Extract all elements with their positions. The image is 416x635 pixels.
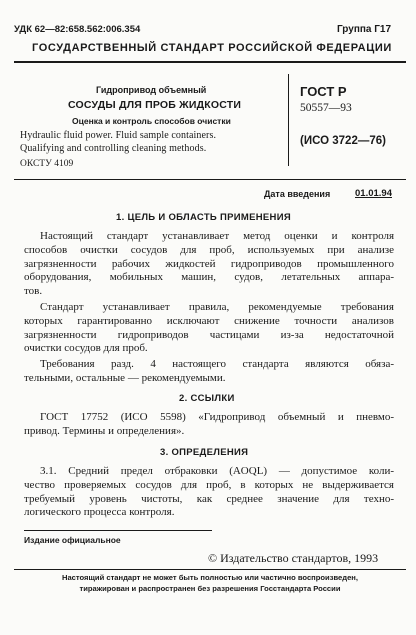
text-line: привод. Термины и определения». [24, 424, 185, 437]
intro-date-value: 01.01.94 [355, 188, 392, 199]
text-line: загрязненности гидроприводов частицами из-за недостаточной [24, 328, 394, 341]
text-line: Стандарт устанавливает правила, рекомендуемые требования [40, 301, 394, 313]
english-title-line1: Hydraulic fluid power. Fluid sample containers. [20, 130, 217, 141]
iso-reference: (ИСО 3722—76) [300, 135, 386, 147]
okstu-code: ОКСТУ 4109 [20, 159, 74, 169]
reproduction-notice-line2: тиражирован и распространен без разрешения Госстандарта России [79, 584, 341, 593]
section-1-paragraph-3 [24, 358, 394, 386]
english-title-line2: Qualifying and controlling cleaning methods. [20, 143, 207, 154]
section-3-paragraph [24, 465, 394, 520]
section-2-paragraph [24, 411, 394, 439]
section-1-heading: 1. ЦЕЛЬ И ОБЛАСТЬ ПРИМЕНЕНИЯ [116, 212, 291, 223]
notice-rule [14, 569, 406, 570]
footer-rule [24, 530, 212, 531]
text-line: загрязненности рабочих жидкостей гидроприводов промышленного [24, 257, 394, 270]
standard-title: ГОСУДАРСТВЕННЫЙ СТАНДАРТ РОССИЙСКОЙ ФЕДЕРАЦИИ [32, 42, 392, 54]
title-block-rule [14, 179, 406, 180]
section-1-paragraph-1 [24, 230, 394, 299]
text-line: очистки сосудов для проб. [24, 342, 148, 355]
text-line: ГОСТ 17752 (ИСО 5598) «Гидропривод объемный и пневмо- [40, 411, 394, 423]
text-line: 3.1. Средний предел отбраковки (AOQL) — допустимое коли- [40, 465, 394, 477]
pre-title: Гидропривод объемный [96, 85, 207, 95]
subtitle: Оценка и контроль способов очистки [72, 116, 231, 126]
text-line: способов очистки сосудов для проб, используемых при анализе [24, 243, 394, 256]
gost-number: 50557—93 [300, 102, 352, 114]
header-rule [14, 61, 406, 63]
section-2-heading: 2. ССЫЛКИ [179, 393, 235, 404]
text-line: тельными, остальные — рекомендуемыми. [24, 371, 226, 384]
group-code: Группа Г17 [337, 24, 392, 35]
official-edition: Издание официальное [24, 535, 121, 545]
reproduction-notice-line1: Настоящий стандарт не может быть полностью или частично воспроизведен, [61, 573, 359, 582]
text-line: которых гарантированно исключают снижение точности анализов [24, 314, 394, 327]
text-line: Требования разд. 4 настоящего стандарта являются обяза- [40, 358, 394, 370]
main-title: СОСУДЫ ДЛЯ ПРОБ ЖИДКОСТИ [68, 99, 242, 111]
copyright: © Издательство стандартов, 1993 [208, 551, 379, 565]
text-line: тов. [24, 285, 43, 298]
section-1-paragraph-2 [24, 301, 394, 356]
text-line: Настоящий стандарт устанавливает метод оценки и контроля [40, 230, 394, 242]
text-line: чество проверяемых сосудов для проб, в которых не выдерживается [24, 478, 394, 491]
text-line: логического процесса контроля. [24, 506, 175, 519]
intro-date-label: Дата введения [264, 189, 331, 199]
section-3-heading: 3. ОПРЕДЕЛЕНИЯ [160, 447, 249, 458]
text-line: оборудования, мобильных машин, судов, летательных аппара- [24, 271, 394, 284]
text-line: требуемый уровень чистоты, как среднее значение для техно- [24, 492, 394, 505]
title-divider [288, 74, 289, 166]
gost-label: ГОСТ Р [300, 84, 347, 99]
udk-code: УДК 62—82:658.562:006.354 [14, 24, 141, 35]
